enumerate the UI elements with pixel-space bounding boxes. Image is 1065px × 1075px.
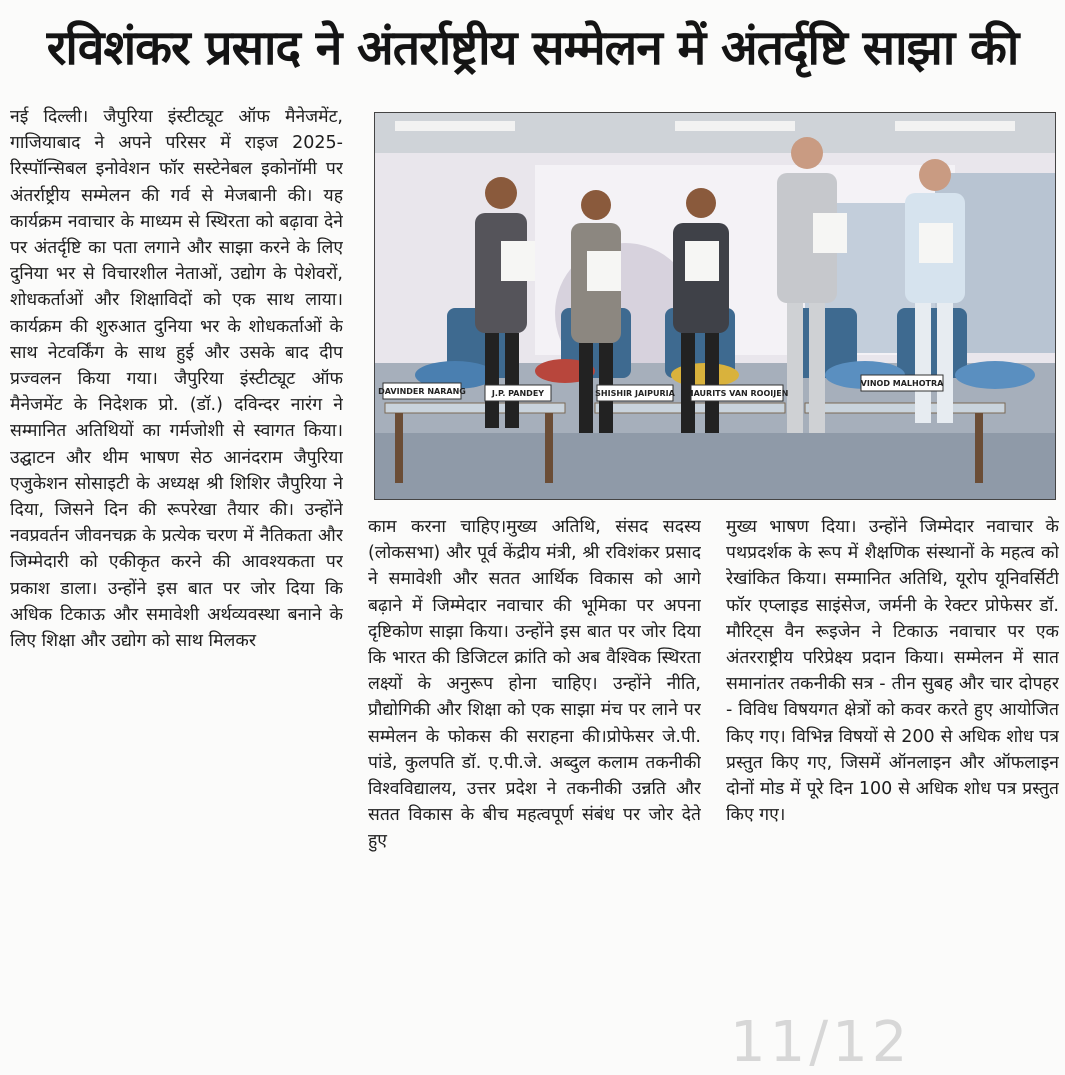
article-headline: रविशंकर प्रसाद ने अंतर्राष्ट्रीय सम्मेलन में अंतर्दृष्टि साझा की <box>46 20 1019 76</box>
column-2-text: काम करना चाहिए।मुख्य अतिथि, संसद सदस्य (लोकसभा) और पूर्व केंद्रीय मंत्री, श्री रविशंकर प्रसाद ने समावेशी और सतत आर्थिक विकास को आगे बढ़ाने में जिम्मेदार नवाचार की भूमिका पर अपना दृष्टिकोण साझा किया। उन्होंने इस बात पर जोर दिया कि भारत की डिजिटल क्रांति को अब वैश्विक स्थिरता लक्ष्यों के अनुरूप होना चाहिए। उन्होंने नीति, प्रौद्योगिकी और शिक्षा को एक साझा मंच पर लाने पर सम्मेलन के फोकस की सराहना की।प्रोफेसर जे.पी. पांडे, कुलपति डॉ. ए.पी.जे. अब्दुल कलाम तकनीकी विश्वविद्यालय, उत्तर प्रदेश ने तकनीकी उन्नति और सतत विकास के बीच महत्वपूर्ण संबंध पर जोर देते हुए <box>368 517 701 852</box>
nameplate-3: SHISHIR JAIPURIA <box>595 389 675 398</box>
page-watermark: 11/12 <box>730 1010 912 1075</box>
nameplate-1: DAVINDER NARANG <box>378 387 466 396</box>
nameplate-4: MAURITS VAN ROOIJEN <box>685 389 789 398</box>
article-column-2 <box>368 514 701 1058</box>
nameplate-2: J.P. PANDEY <box>491 389 545 398</box>
column-3-text: मुख्य भाषण दिया। उन्होंने जिम्मेदार नवाचार के पथप्रदर्शक के रूप में शैक्षणिक संस्थानों के महत्व को रेखांकित किया। सम्मानित अतिथि, यूरोप यूनिवर्सिटी फॉर एप्लाइड साइंसेज, जर्मनी के रेक्टर प्रोफेसर डॉ. मौरिट्स वैन रूइजेन ने टिकाऊ नवाचार पर एक अंतरराष्ट्रीय परिप्रेक्ष्य प्रदान किया। सम्मेलन में सात समानांतर तकनीकी सत्र - तीन सुबह और चार दोपहर - विविध विषयगत क्षेत्रों को कवर करते हुए आयोजित किए गए। विभिन्न विषयों से 200 से अधिक शोध पत्र प्रस्तुत किए गए, जिसमें ऑनलाइन और ऑफलाइन दोनों मोड में पूरे दिन 100 से अधिक शोध पत्र प्रस्तुत किए गए। <box>726 517 1059 826</box>
article-column-3 <box>726 514 1059 1058</box>
article-column-1 <box>10 104 343 1058</box>
column-1-text: नई दिल्ली। जैपुरिया इंस्टीट्यूट ऑफ मैनेजमेंट, गाजियाबाद ने अपने परिसर में राइज 2025- रिस्पॉन्सिबल इनोवेशन फॉर सस्टेनेबल इकोनॉमी पर अंतर्राष्ट्रीय सम्मेलन की गर्व से मेजबानी की। यह कार्यक्रम नवाचार के माध्यम से स्थिरता को बढ़ावा देने पर अंतर्दृष्टि का पता लगाने और साझा करने के लिए दुनिया भर से विचारशील नेताओं, उद्योग के पेशेवरों, शोधकर्ताओं और शिक्षाविदों को एक साथ लाया। कार्यक्रम की शुरुआत दुनिया भर के शोधकर्ताओं के साथ नेटवर्किंग के साथ हुई और उसके बाद दीप प्रज्वलन किया गया। जैपुरिया इंस्टीट्यूट ऑफ मैनेजमेंट के निदेशक प्रो. (डॉ.) दविन्दर नारंग ने सम्मानित अतिथियों का गर्मजोशी से स्वागत किया।उद्घाटन और थीम भाषण सेठ आनंदराम जैपुरिया एजुकेशन सोसाइटी के अध्यक्ष श्री शिशिर जैपुरिया ने दिया, जिसने दिन की रूपरेखा तैयार की। उन्होंने नवप्रवर्तन जीवनचक्र के प्रत्येक चरण में नैतिकता और जिम्मेदारी को एकीकृत करने की आवश्यकता पर प्रकाश डाला। उन्होंने इस बात पर जोर दिया कि अधिक टिकाऊ और समावेशी अर्थव्यवस्था बनाने के लिए शिक्षा और उद्योग को साथ मिलकर <box>10 107 343 652</box>
event-photo <box>374 112 1056 500</box>
nameplate-5: VINOD MALHOTRA <box>860 379 944 388</box>
